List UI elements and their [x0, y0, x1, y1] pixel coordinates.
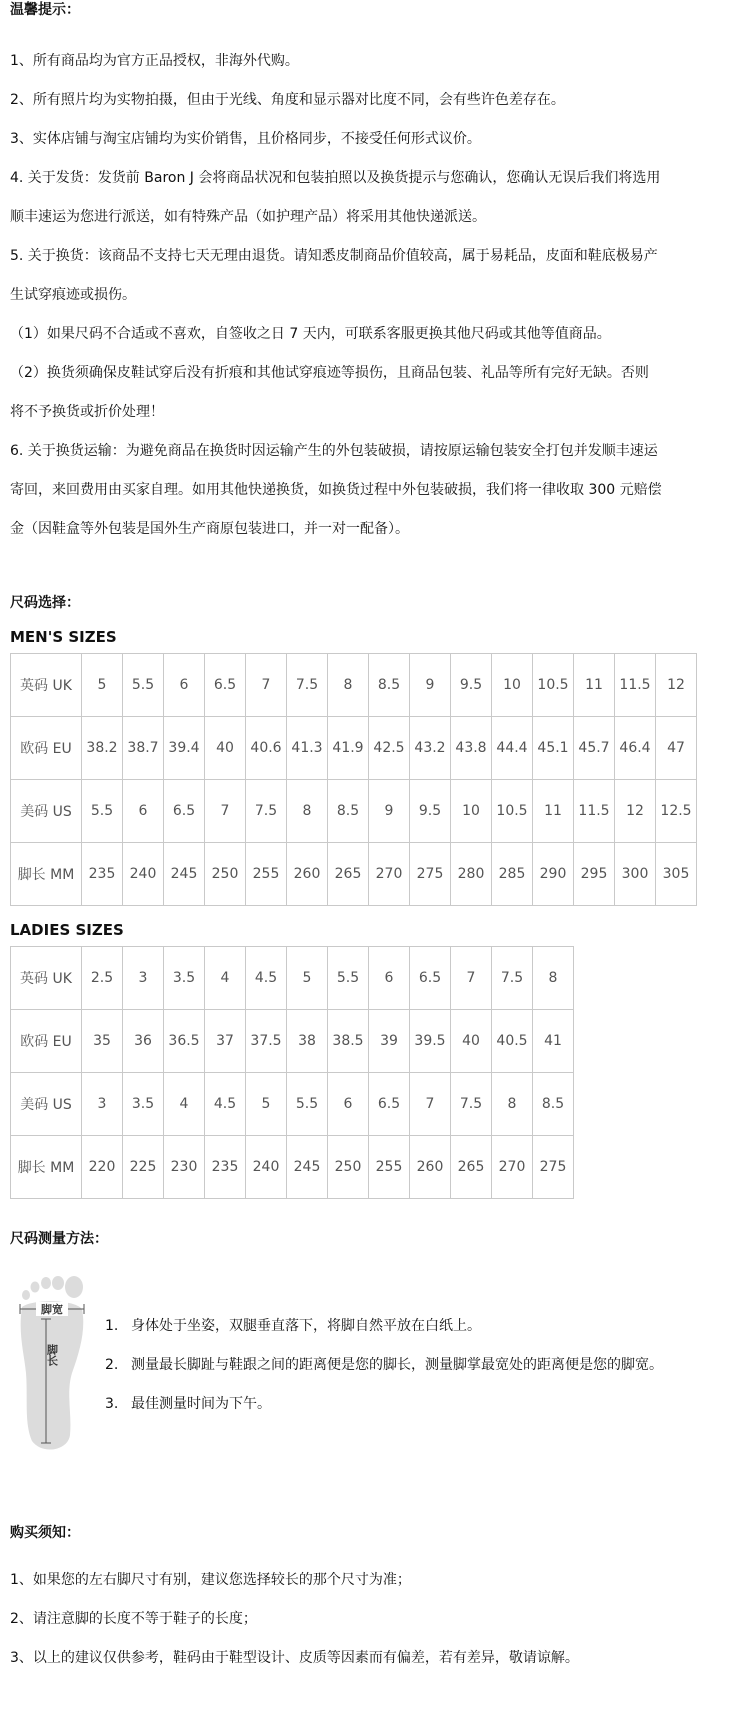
notice-line: 金（因鞋盒等外包装是国外生产商原包装进口，并一对一配备）。 — [10, 521, 409, 537]
foot-width-label: 脚宽 — [41, 1303, 63, 1316]
size-cell: 8.5 — [328, 780, 369, 843]
ladies-size-table — [10, 946, 574, 1199]
size-row-header: 欧码 EU — [11, 717, 82, 780]
size-cell: 35 — [82, 1010, 123, 1073]
size-section-title: 尺码选择： — [10, 595, 80, 611]
size-cell: 10 — [492, 654, 533, 717]
size-cell: 39 — [369, 1010, 410, 1073]
size-cell: 260 — [410, 1136, 451, 1199]
size-row-header: 美码 US — [11, 780, 82, 843]
size-cell: 6 — [164, 654, 205, 717]
size-cell: 4.5 — [246, 947, 287, 1010]
size-cell: 235 — [82, 843, 123, 906]
size-cell: 265 — [328, 843, 369, 906]
size-cell: 5 — [82, 654, 123, 717]
size-row — [11, 947, 574, 1010]
size-cell: 245 — [164, 843, 205, 906]
buy-notice-title: 购买须知： — [10, 1525, 80, 1541]
measure-title: 尺码测量方法： — [10, 1231, 108, 1247]
size-cell: 12 — [656, 654, 697, 717]
size-cell: 6.5 — [164, 780, 205, 843]
size-row — [11, 780, 697, 843]
notice-line: 寄回，来回费用由买家自理。如用其他快递换货，如换货过程中外包装破损，我们将一律收取 300 元赔偿 — [10, 482, 662, 498]
size-cell: 280 — [451, 843, 492, 906]
size-cell: 11 — [574, 654, 615, 717]
size-cell: 275 — [533, 1136, 574, 1199]
size-cell: 245 — [287, 1136, 328, 1199]
size-cell: 41 — [533, 1010, 574, 1073]
size-cell: 7 — [246, 654, 287, 717]
foot-diagram — [10, 1273, 100, 1453]
size-cell: 8 — [328, 654, 369, 717]
size-cell: 45.1 — [533, 717, 574, 780]
size-cell: 37 — [205, 1010, 246, 1073]
notice-line: 3、实体店铺与淘宝店铺均为实价销售，且价格同步，不接受任何形式议价。 — [10, 131, 481, 147]
size-cell: 7 — [410, 1073, 451, 1136]
size-row — [11, 1136, 574, 1199]
size-cell: 40.6 — [246, 717, 287, 780]
size-cell: 3.5 — [123, 1073, 164, 1136]
size-cell: 40.5 — [492, 1010, 533, 1073]
size-cell: 7.5 — [492, 947, 533, 1010]
notice-line: （2）换货须确保皮鞋试穿后没有折痕和其他试穿痕迹等损伤，且商品包装、礼品等所有完好无缺。否则 — [10, 365, 649, 381]
size-cell: 40 — [451, 1010, 492, 1073]
size-cell: 45.7 — [574, 717, 615, 780]
size-cell: 11.5 — [574, 780, 615, 843]
size-cell: 6.5 — [410, 947, 451, 1010]
size-cell: 220 — [82, 1136, 123, 1199]
size-cell: 275 — [410, 843, 451, 906]
size-row — [11, 654, 697, 717]
size-cell: 6.5 — [369, 1073, 410, 1136]
size-cell: 4 — [164, 1073, 205, 1136]
size-cell: 42.5 — [369, 717, 410, 780]
size-cell: 9.5 — [410, 780, 451, 843]
size-row — [11, 1010, 574, 1073]
size-cell: 6 — [123, 780, 164, 843]
size-cell: 5.5 — [82, 780, 123, 843]
size-cell: 43.8 — [451, 717, 492, 780]
measure-block — [10, 1273, 740, 1453]
measure-steps — [105, 1307, 663, 1424]
size-row — [11, 717, 697, 780]
size-cell: 38.5 — [328, 1010, 369, 1073]
size-cell: 36 — [123, 1010, 164, 1073]
size-cell: 10.5 — [492, 780, 533, 843]
size-cell: 7 — [205, 780, 246, 843]
notice-line: 将不予换货或折价处理！ — [10, 404, 164, 420]
measure-step — [105, 1346, 663, 1385]
size-cell: 46.4 — [615, 717, 656, 780]
size-cell: 295 — [574, 843, 615, 906]
notice-line: （1）如果尺码不合适或不喜欢，自签收之日 7 天内，可联系客服更换其他尺码或其他等值商品。 — [10, 326, 611, 342]
measure-step — [105, 1385, 663, 1424]
size-cell: 3 — [82, 1073, 123, 1136]
step-text: 最佳测量时间为下午。 — [131, 1396, 271, 1412]
notice-line: 顺丰速运为您进行派送，如有特殊产品（如护理产品）将采用其他快递派送。 — [10, 209, 486, 225]
size-cell: 260 — [287, 843, 328, 906]
size-cell: 270 — [492, 1136, 533, 1199]
size-cell: 9.5 — [451, 654, 492, 717]
notice-line: 生试穿痕迹或损伤。 — [10, 287, 136, 303]
size-cell: 38.7 — [123, 717, 164, 780]
size-cell: 10 — [451, 780, 492, 843]
size-row-header: 脚长 MM — [11, 843, 82, 906]
size-cell: 12 — [615, 780, 656, 843]
size-row-header: 美码 US — [11, 1073, 82, 1136]
size-cell: 6 — [369, 947, 410, 1010]
notice-list — [10, 42, 740, 549]
size-cell: 38.2 — [82, 717, 123, 780]
size-cell: 5.5 — [328, 947, 369, 1010]
size-cell: 11.5 — [615, 654, 656, 717]
size-cell: 8.5 — [533, 1073, 574, 1136]
size-cell: 8 — [533, 947, 574, 1010]
size-cell: 230 — [164, 1136, 205, 1199]
size-cell: 9 — [369, 780, 410, 843]
size-cell: 285 — [492, 843, 533, 906]
size-cell: 7.5 — [451, 1073, 492, 1136]
size-cell: 10.5 — [533, 654, 574, 717]
size-cell: 225 — [123, 1136, 164, 1199]
size-cell: 265 — [451, 1136, 492, 1199]
size-row — [11, 1073, 574, 1136]
size-cell: 2.5 — [82, 947, 123, 1010]
size-cell: 300 — [615, 843, 656, 906]
step-number: 2. — [105, 1357, 119, 1373]
mens-size-table — [10, 653, 697, 906]
buy-notice-line: 1、如果您的左右脚尺寸有别，建议您选择较长的那个尺寸为准； — [10, 1572, 411, 1588]
size-cell: 7 — [451, 947, 492, 1010]
size-cell: 255 — [246, 843, 287, 906]
size-cell: 290 — [533, 843, 574, 906]
size-cell: 36.5 — [164, 1010, 205, 1073]
size-cell: 5 — [246, 1073, 287, 1136]
size-row-header: 英码 UK — [11, 654, 82, 717]
step-text: 身体处于坐姿，双腿垂直落下，将脚自然平放在白纸上。 — [131, 1318, 481, 1334]
step-number: 1. — [105, 1318, 119, 1334]
size-cell: 41.3 — [287, 717, 328, 780]
size-cell: 39.4 — [164, 717, 205, 780]
measure-step — [105, 1307, 663, 1346]
size-cell: 11 — [533, 780, 574, 843]
size-cell: 43.2 — [410, 717, 451, 780]
step-text: 测量最长脚趾与鞋跟之间的距离便是您的脚长，测量脚掌最宽处的距离便是您的脚宽。 — [131, 1357, 663, 1373]
size-cell: 7.5 — [287, 654, 328, 717]
notice-line: 1、所有商品均为官方正品授权，非海外代购。 — [10, 53, 299, 69]
size-cell: 3 — [123, 947, 164, 1010]
notice-line: 2、所有照片均为实物拍摄，但由于光线、角度和显示器对比度不同，会有些许色差存在。 — [10, 92, 565, 108]
size-row-header: 脚长 MM — [11, 1136, 82, 1199]
size-cell: 5.5 — [287, 1073, 328, 1136]
size-cell: 9 — [410, 654, 451, 717]
size-cell: 41.9 — [328, 717, 369, 780]
size-cell: 4 — [205, 947, 246, 1010]
size-cell: 240 — [246, 1136, 287, 1199]
size-cell: 37.5 — [246, 1010, 287, 1073]
size-cell: 5 — [287, 947, 328, 1010]
size-cell: 39.5 — [410, 1010, 451, 1073]
step-number: 3. — [105, 1396, 119, 1412]
size-cell: 5.5 — [123, 654, 164, 717]
buy-notice-line: 3、以上的建议仅供参考，鞋码由于鞋型设计、皮质等因素而有偏差，若有差异，敬请谅解。 — [10, 1650, 579, 1666]
buy-notice-list — [10, 1561, 740, 1678]
foot-length-label: 脚长 — [45, 1344, 59, 1366]
notice-line: 4. 关于发货：发货前 Baron J 会将商品状况和包装拍照以及换货提示与您确认，您确认无误后我们将选用 — [10, 170, 661, 186]
size-cell: 44.4 — [492, 717, 533, 780]
size-cell: 250 — [205, 843, 246, 906]
size-cell: 6.5 — [205, 654, 246, 717]
size-cell: 270 — [369, 843, 410, 906]
mens-sizes-label: MEN'S SIZES — [10, 628, 117, 646]
size-cell: 8 — [287, 780, 328, 843]
size-row-header: 欧码 EU — [11, 1010, 82, 1073]
notice-line: 5. 关于换货：该商品不支持七天无理由退货。请知悉皮制商品价值较高，属于易耗品，皮面和鞋底极易产 — [10, 248, 658, 264]
size-cell: 3.5 — [164, 947, 205, 1010]
ladies-sizes-label: LADIES SIZES — [10, 921, 124, 939]
size-cell: 305 — [656, 843, 697, 906]
size-cell: 255 — [369, 1136, 410, 1199]
size-cell: 7.5 — [246, 780, 287, 843]
notice-title: 温馨提示： — [10, 2, 80, 18]
size-cell: 40 — [205, 717, 246, 780]
size-cell: 250 — [328, 1136, 369, 1199]
size-cell: 4.5 — [205, 1073, 246, 1136]
size-row-header: 英码 UK — [11, 947, 82, 1010]
size-cell: 235 — [205, 1136, 246, 1199]
size-row — [11, 843, 697, 906]
size-cell: 8.5 — [369, 654, 410, 717]
notice-line: 6. 关于换货运输：为避免商品在换货时因运输产生的外包装破损，请按原运输包装安全打包并发顺丰速运 — [10, 443, 658, 459]
size-cell: 38 — [287, 1010, 328, 1073]
size-cell: 12.5 — [656, 780, 697, 843]
buy-notice-line: 2、请注意脚的长度不等于鞋子的长度； — [10, 1611, 257, 1627]
size-cell: 240 — [123, 843, 164, 906]
size-cell: 8 — [492, 1073, 533, 1136]
size-cell: 47 — [656, 717, 697, 780]
size-cell: 6 — [328, 1073, 369, 1136]
